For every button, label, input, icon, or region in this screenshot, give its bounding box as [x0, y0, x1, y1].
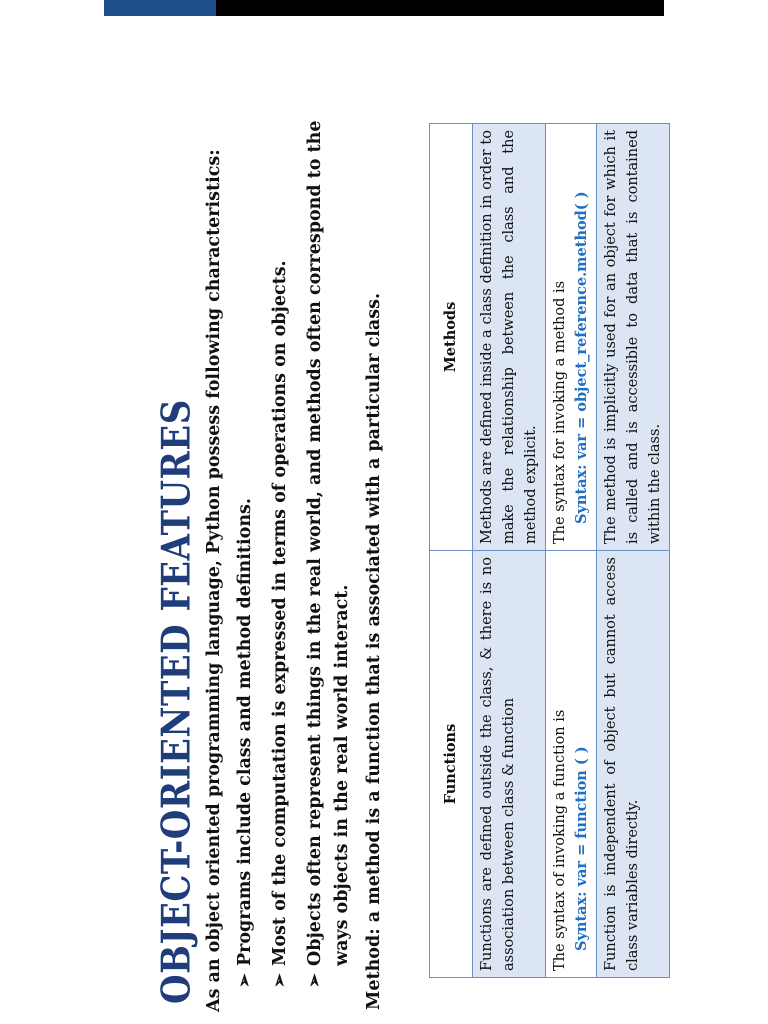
- cell-methods: The method is implicitly used for an object for which it is called and is accessible to data that is contained within the class.: [597, 124, 670, 551]
- method-syntax: Syntax: var = object_reference.method( ): [573, 191, 590, 524]
- top-bar-accent: [104, 0, 216, 16]
- bullet-text: Objects often represent things in the real world, and methods often correspond to the ways objects in the real world interact.: [305, 120, 352, 966]
- slide: [114, 80, 674, 1024]
- slide-title: OBJECT-ORIENTED FEATURES: [154, 399, 200, 1004]
- method-term: Method: [364, 934, 384, 1010]
- cell-functions: Functions are defined outside the class, & there is no association between class & function: [473, 551, 546, 978]
- cell-methods: Methods are defined inside a class definition in order to make the relationship between the class and the method explicit.: [473, 124, 546, 551]
- header-methods: Methods: [430, 124, 473, 551]
- header-functions: Functions: [430, 551, 473, 978]
- table-row: [546, 124, 597, 978]
- characteristics-list: [232, 98, 364, 988]
- arrow-bullet-icon: ➢: [235, 973, 255, 988]
- table-row: [473, 124, 546, 978]
- function-syntax: Syntax: var = function ( ): [573, 746, 590, 951]
- top-bar: [216, 0, 664, 16]
- method-definition: [364, 293, 384, 1010]
- intro-text: As an object oriented programming language, Python possess following characteristics:: [204, 149, 224, 1012]
- table-row: [597, 124, 670, 978]
- arrow-bullet-icon: ➢: [305, 973, 325, 988]
- cell-methods: [546, 124, 597, 551]
- method-definition-text: : a method is a function that is associated with a particular class.: [364, 292, 384, 935]
- cell-text: The syntax for invoking a method is: [552, 280, 568, 544]
- cell-functions: Function is independent of object but cannot access class variables directly.: [597, 551, 670, 978]
- bullet-text: Programs include class and method definitions.: [235, 498, 255, 966]
- table-header-row: [430, 124, 473, 978]
- arrow-bullet-icon: ➢: [270, 973, 290, 988]
- comparison-table: [429, 123, 670, 978]
- list-item: [232, 98, 259, 988]
- cell-functions: [546, 551, 597, 978]
- list-item: [302, 98, 356, 988]
- bullet-text: Most of the computation is expressed in terms of operations on objects.: [270, 260, 290, 966]
- list-item: [267, 98, 294, 988]
- cell-text: The syntax of invoking a function is: [552, 709, 568, 971]
